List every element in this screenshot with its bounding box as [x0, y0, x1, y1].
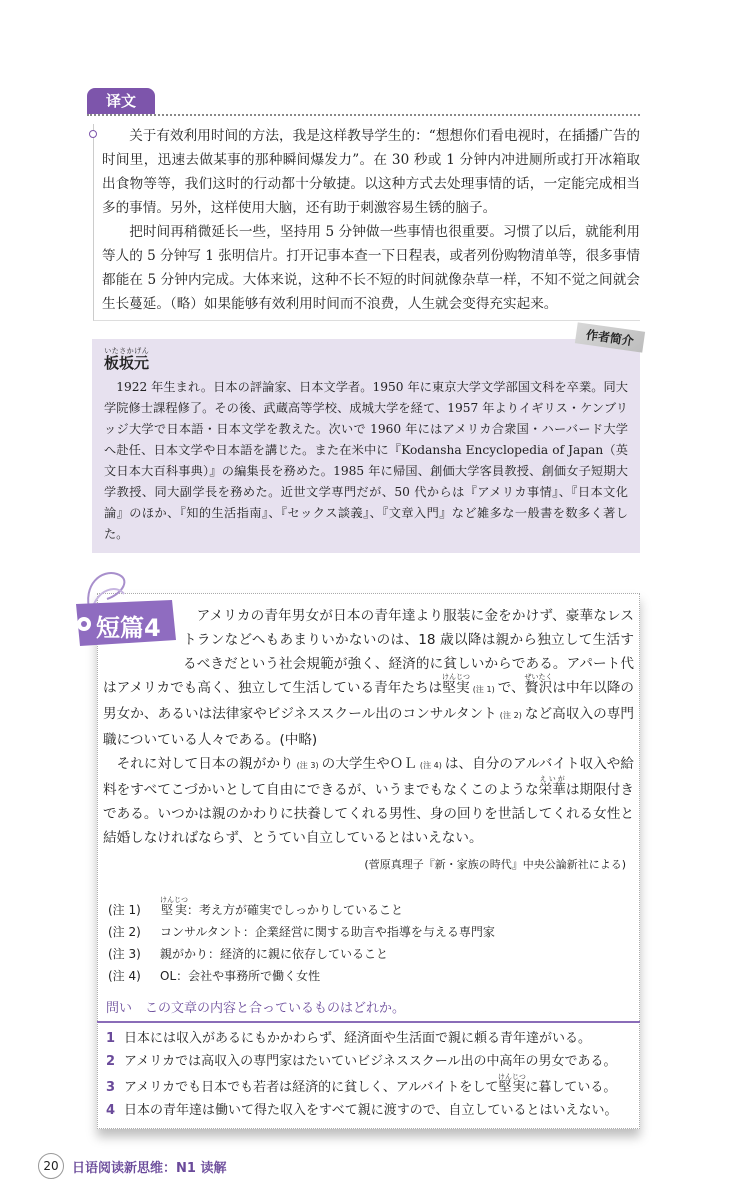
- note-text: ：考え方が確実でしっかりしていること: [187, 903, 404, 917]
- translation-block: [93, 124, 640, 321]
- note-text: コンサルタント：企業経営に関する助言や指導を与える専門家: [160, 925, 495, 939]
- translation-paragraph: 关于有效利用时间的方法，我是这样教导学生的：“想想你们看电视时，在插播广告的时间里，迅速去做某事的那种瞬间爆发力”。在 30 秒或 1 分钟内冲进厕所或打开冰箱取出食物等等，我们这时的行动都十分敏捷。以这种方式去处理事情的话，一定能完成相当多的事情。另外，这样使用大脑，还有助于刺激容易生锈的脑子。: [102, 128, 640, 216]
- text-segment: の大学生やＯＬ: [321, 756, 417, 772]
- note-item: [108, 921, 634, 943]
- option-text: アメリカでも日本でも若者は経済的に貧しく、アルバイトをして: [124, 1080, 499, 1095]
- ruby-word: 栄華えいが: [538, 775, 566, 798]
- author-name-text: 板坂元: [104, 354, 150, 372]
- option-number: 2: [106, 1054, 116, 1069]
- text-segment: は期限付きである。いつかは親のかわりに扶養してくれる男性、身の回りを世話してくれる女性と結婚しなければならず、とうてい自立しているとはいえない。: [103, 782, 635, 846]
- note-text: 親がかり：経済的に親に依存していること: [160, 947, 389, 961]
- ruby-reading: けんじつ: [160, 896, 188, 904]
- option-number: 3: [106, 1080, 116, 1095]
- note-label: (注 4): [108, 969, 141, 983]
- divider: [97, 1021, 640, 1023]
- note-ref: (注 1): [472, 685, 495, 694]
- text-segment: それに対して日本の親がかり: [116, 756, 294, 772]
- page-number: 20: [38, 1153, 64, 1179]
- translation-tab: 译文: [87, 88, 155, 114]
- option-text: アメリカでは高収入の専門家はたいていビジネススクール出の中高年の男女である。: [124, 1054, 617, 1069]
- option-item: [106, 1073, 634, 1099]
- option-text: に暮している。: [525, 1080, 617, 1095]
- option-item: [106, 1099, 634, 1122]
- ruby-word: 贅沢ぜいたく: [524, 673, 553, 696]
- ruby-reading: ぜいたく: [524, 673, 553, 681]
- ruby-word: 堅実けんじつ: [497, 1073, 526, 1095]
- passage-paragraph: [103, 752, 634, 850]
- author-name-ruby: いたさかげん: [104, 347, 150, 355]
- note-ref: (注 3): [296, 761, 319, 770]
- note-ref: (注 4): [419, 761, 442, 770]
- divider: [87, 114, 640, 116]
- ruby-word: 堅実けんじつ: [441, 673, 470, 696]
- option-number: 1: [106, 1031, 116, 1046]
- option-text: 日本の青年達は働いて得た収入をすべて親に渡すので、自立しているとはいえない。: [124, 1103, 618, 1118]
- book-title: 日语阅读新思维：N1 读解: [72, 1160, 227, 1176]
- passage-section: [97, 593, 640, 1129]
- option-item: [106, 1050, 634, 1073]
- tag-text: 短篇4: [96, 614, 161, 642]
- ruby-word: 堅実けんじつ: [160, 896, 188, 917]
- text-segment: は、自分のアルバイト収入や給料をすべてこづかいとして自由にできるが、いうまでもなくこのような: [103, 756, 635, 798]
- note-item: [108, 943, 634, 965]
- note-ref: (注 2): [499, 711, 522, 720]
- ruby-reading: けんじつ: [441, 673, 470, 681]
- question: 問い この文章の内容と合っているものはどれか。: [106, 1001, 406, 1016]
- author-box: [92, 327, 640, 553]
- note-label: (注 3): [108, 947, 141, 961]
- notes-list: [108, 896, 634, 987]
- bullet-icon: [89, 130, 97, 138]
- text-segment: など高収入の専門職についている人々である。(中略): [103, 706, 634, 748]
- source-citation: (菅原真理子『新・家族の時代』中央公論新社による): [364, 858, 626, 871]
- passage-text: [103, 604, 634, 850]
- author-tag: 作者简介: [575, 322, 645, 352]
- short-passage-tag-icon: [62, 564, 182, 654]
- note-label: (注 2): [108, 925, 141, 939]
- option-item: [106, 1027, 634, 1050]
- ruby-reading: えいが: [538, 775, 566, 783]
- note-text: OL：会社や事務所で働く女性: [160, 969, 321, 983]
- ruby-reading: けんじつ: [497, 1073, 526, 1081]
- text-segment: は中年以降の男女か、あるいは法律家やビジネススクール出のコンサルタント: [103, 680, 635, 722]
- passage-box: [97, 593, 640, 1129]
- note-item: [108, 965, 634, 987]
- options-list: [106, 1027, 634, 1122]
- option-number: 4: [106, 1103, 116, 1118]
- translation-paragraph: 把时间再稍微延长一些，坚持用 5 分钟做一些事情也很重要。习惯了以后，就能利用等人的 5 分钟写 1 张明信片。打开记事本查一下日程表，或者列份购物清单等，很多事情都能在 5 分钟内完成。大体来说，这种不长不短的时间就像杂草一样，不知不觉之间就会生长蔓延。（略）如果能够有效利用时间而不浪费，人生就会变得充实起来。: [102, 224, 640, 312]
- author-name: [104, 347, 628, 373]
- option-text: 日本には収入があるにもかかわらず、経済面や生活面で親に頼る青年達がいる。: [124, 1031, 591, 1046]
- text-segment: で、: [497, 680, 525, 696]
- author-bio: 1922 年生まれ。日本の評論家、日本文学者。1950 年に東京大学文学部国文科を卒業。同大学院修士課程修了。その後、武蔵高等学校、成城大学を経て、1957 年よりイギリス・ケンブリッジ大学で日本語・日本文学を教えた。次いで 1960 年にはアメリカ合衆国・ハーバード大学へ赴任、日本文学や日本語を講じた。また在米中に『Kodansha Encyclopedia of Japan（英文日本大百科事典）』の編集長を務めた。1985 年に帰国、創価大学客員教授、創価女子短期大学教授、同大副学長を務めた。近世文学専門だが、50 代からは『アメリカ事情』、『日本文化論』のほか、『知的生活指南』、『セックス談義』、『文章入門』など雑多な一般書を数多く著した。: [104, 380, 628, 541]
- footer: [38, 1153, 640, 1179]
- text-segment: アメリカの青年男女が日本の青年達より服装に金をかけず、豪華なレストランなどへもあまりいかないのは、18 歳以降は親から独立して生活するべきだという社会規範が強く、経済的に貧しいからである。アパート代はアメリカでも高く、独立して生活している青年たちは: [103, 608, 634, 696]
- note-label: (注 1): [108, 903, 141, 917]
- note-item: [108, 896, 634, 921]
